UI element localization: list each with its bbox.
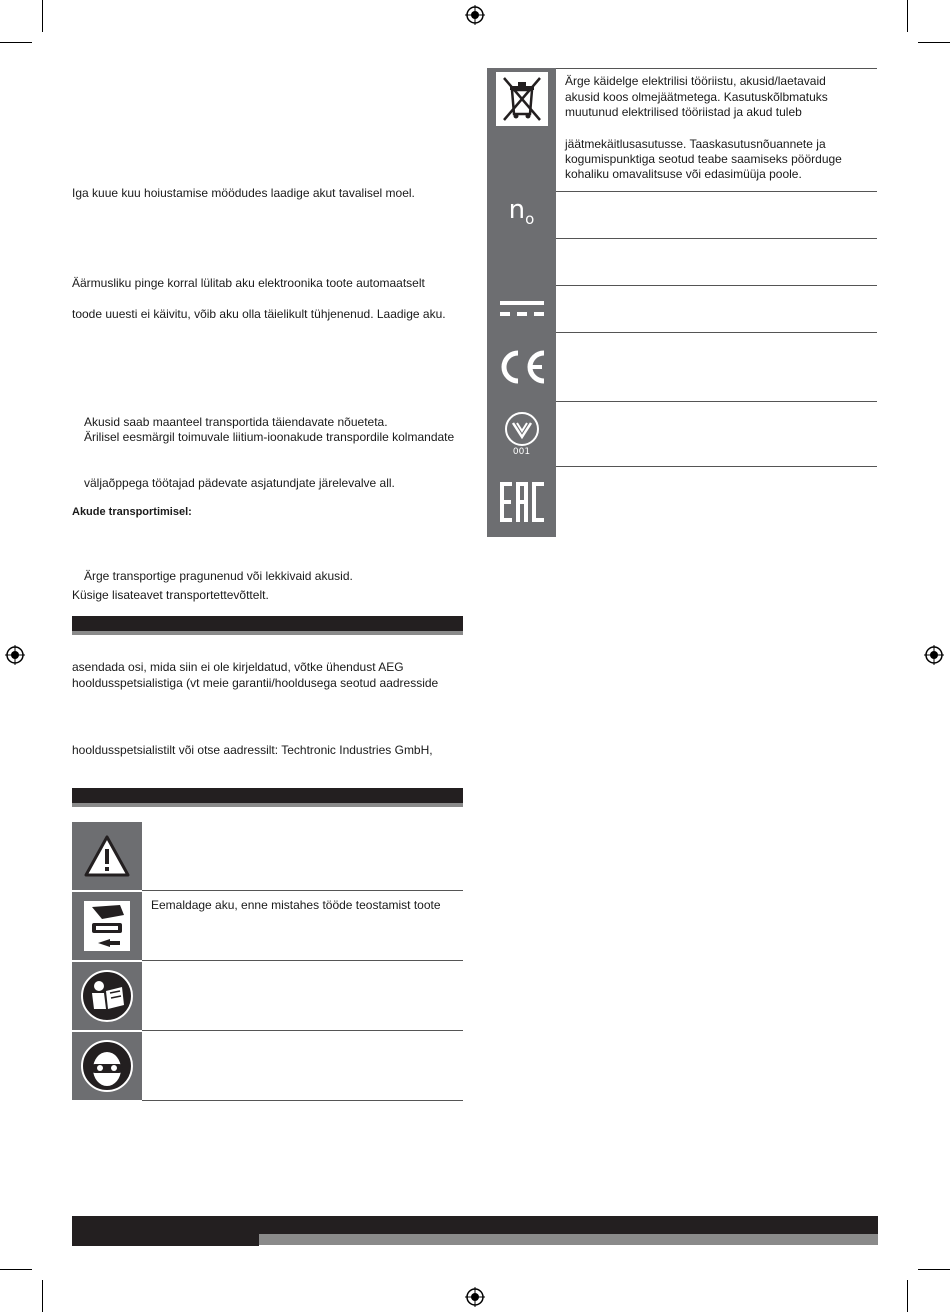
registration-mark-icon bbox=[465, 1287, 485, 1307]
transport-text-2: Ärilisel eesmärgil toimuvale liitium-ioonakude transpordile kolmandate bbox=[84, 430, 455, 444]
table-divider bbox=[142, 1100, 463, 1101]
footer-bar bbox=[72, 1216, 878, 1234]
registration-mark-icon bbox=[924, 645, 944, 665]
transport-text-5: Küsige lisateavet transportettevõttelt. bbox=[72, 588, 269, 602]
transport-text-3: väljaõppega töötajad pädevate asjatundjate järelevalve all. bbox=[84, 476, 395, 490]
maintenance-text-2: hooldusspetsialistiga (vt meie garantii/hooldusega seotud aadresside bbox=[72, 676, 439, 690]
section-header-underline bbox=[72, 803, 463, 807]
overload-text-2: toode uuesti ei käivitu, võib aku olla täielikult tühjenenud. Laadige aku. bbox=[72, 307, 446, 321]
crop-mark bbox=[918, 42, 950, 43]
disposal-text-3: muutunud elektrilised tööriistad ja akud tuleb bbox=[565, 105, 802, 119]
registration-mark-icon bbox=[5, 645, 25, 665]
table-divider bbox=[556, 238, 877, 239]
no-load-symbol: n bbox=[508, 195, 526, 225]
transport-text-4: Ärge transportige pragunenud või lekkivaid akusid. bbox=[84, 569, 353, 583]
table-top-rule bbox=[556, 68, 877, 69]
table-divider bbox=[556, 332, 877, 333]
crop-mark bbox=[42, 0, 43, 32]
table-divider bbox=[142, 890, 463, 891]
table-divider bbox=[142, 960, 463, 961]
maintenance-text-3: hooldusspetsialistilt või otse aadressilt: Techtronic Industries GmbH, bbox=[72, 743, 433, 757]
eye-protection-icon bbox=[72, 1032, 142, 1100]
crop-mark bbox=[0, 42, 32, 43]
section-header-bar bbox=[72, 788, 463, 803]
ukrsepro-mark-icon bbox=[487, 401, 556, 466]
section-header-underline bbox=[72, 631, 463, 635]
blank-icon bbox=[487, 238, 556, 285]
overload-text-1: Äärmusliku pinge korral lülitab aku elektroonika toote automaatselt bbox=[72, 276, 425, 290]
section-header-bar bbox=[72, 616, 463, 631]
crop-mark bbox=[42, 1280, 43, 1312]
footer-bar-line bbox=[259, 1234, 878, 1245]
registration-mark-icon bbox=[465, 5, 485, 25]
footer-bar-left bbox=[72, 1234, 259, 1246]
crossed-bin-icon bbox=[487, 68, 556, 191]
no-load-speed-icon bbox=[487, 191, 556, 238]
disposal-text-5: kogumispunktiga seotud teabe saamiseks pöörduge bbox=[565, 152, 842, 166]
ukr-mark-code: 001 bbox=[512, 446, 531, 457]
crop-mark bbox=[907, 0, 908, 32]
crop-mark bbox=[907, 1280, 908, 1312]
disposal-text-6: kohaliku omavalitsuse või edasimüüja poole. bbox=[565, 167, 802, 181]
direct-current-icon bbox=[487, 285, 556, 332]
no-load-subscript: o bbox=[525, 210, 535, 228]
crop-mark bbox=[0, 1269, 32, 1270]
eac-mark-icon bbox=[487, 466, 556, 537]
maintenance-text-1: asendada osi, mida siin ei ole kirjeldatud, võtke ühendust AEG bbox=[72, 660, 404, 674]
table-divider bbox=[556, 191, 877, 192]
transport-heading: Akude transportimisel: bbox=[72, 506, 192, 518]
read-manual-icon bbox=[72, 962, 142, 1030]
warning-triangle-icon bbox=[72, 822, 142, 890]
remove-battery-icon bbox=[72, 892, 142, 960]
crop-mark bbox=[918, 1269, 950, 1270]
storage-text: Iga kuue kuu hoiustamise möödudes laadige akut tavalisel moel. bbox=[72, 186, 415, 200]
transport-text-1: Akusid saab maanteel transportida täiendavate nõueteta. bbox=[84, 415, 388, 429]
table-divider bbox=[142, 1030, 463, 1031]
table-divider bbox=[556, 401, 877, 402]
disposal-text-1: Ärge käidelge elektrilisi tööriistu, akusid/laetavaid bbox=[565, 74, 826, 88]
ce-mark-icon bbox=[487, 332, 556, 401]
disposal-text-2: akusid koos olmejäätmetega. Kasutuskõlbmatuks bbox=[565, 90, 828, 104]
disposal-text-4: jäätmekäitlusasutusse. Taaskasutusnõuannete ja bbox=[565, 137, 826, 151]
table-divider bbox=[556, 285, 877, 286]
symbol-row-text: Eemaldage aku, enne mistahes tööde teostamist toote bbox=[151, 898, 441, 912]
table-divider bbox=[556, 466, 877, 467]
